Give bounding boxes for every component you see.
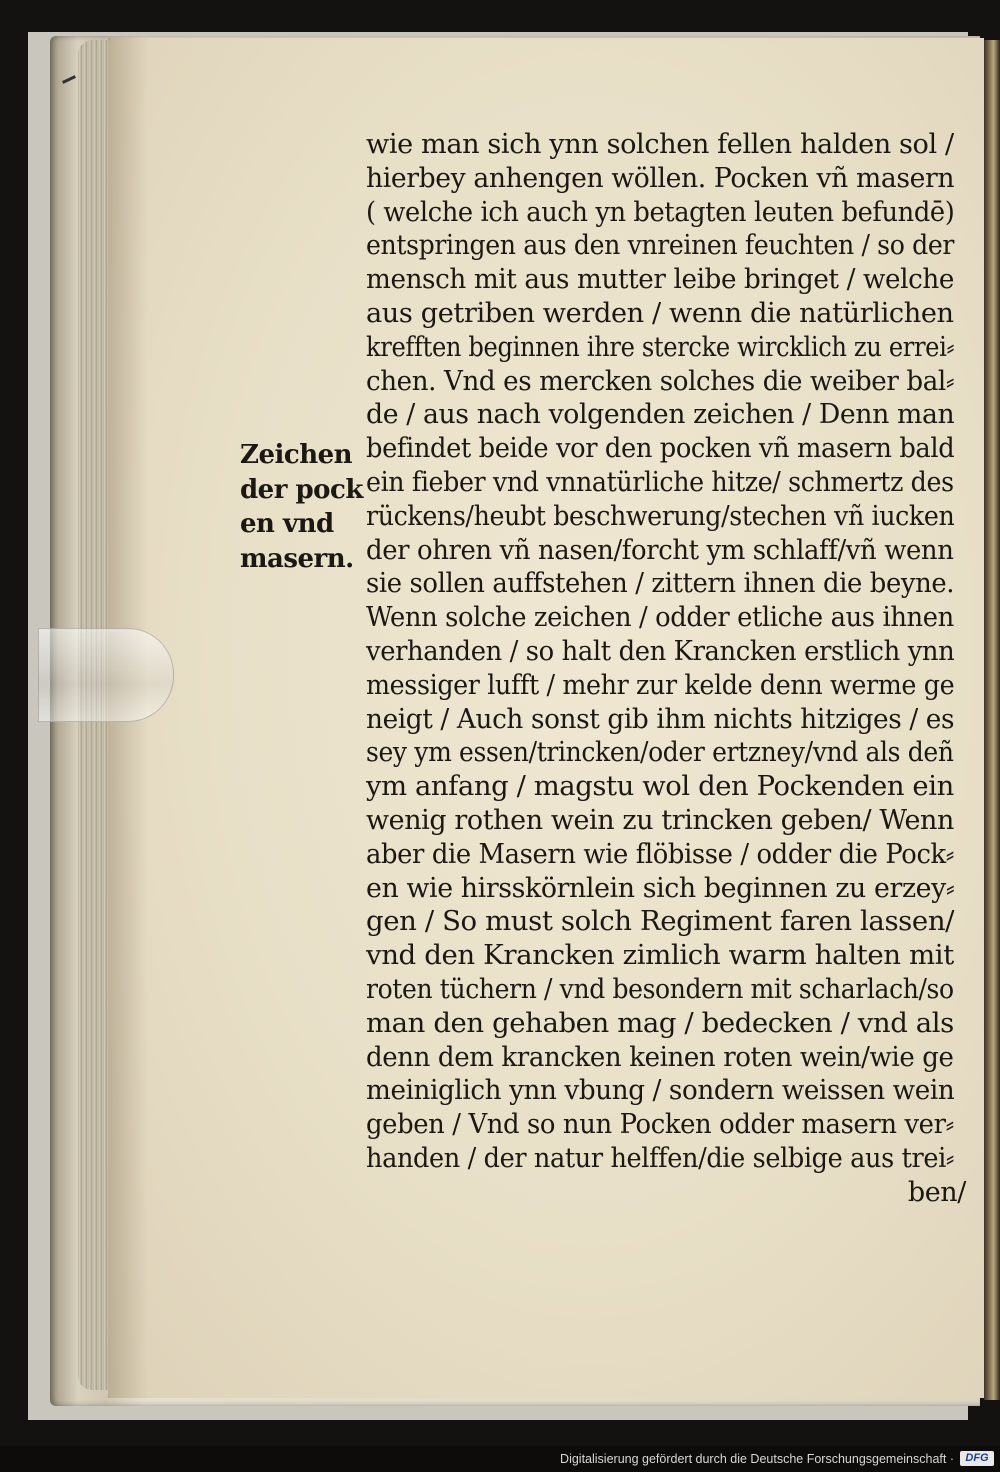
text-line: ym anfang / magstu wol den Pockenden ein [366, 771, 954, 803]
main-text [366, 128, 966, 1210]
text-line: chen. Vnd es mercken solches die weiber bal⸗ [366, 365, 955, 397]
text-line: krefften beginnen ihre stercke wircklich zu errei⸗ [366, 331, 955, 363]
margin-note [240, 438, 370, 576]
text-line: man den gehaben mag / bedecken / vnd als [366, 1007, 954, 1039]
text-line: sie sollen auffstehen / zittern ihnen die beyne. [366, 568, 955, 600]
catchword: ben/ [907, 1176, 966, 1208]
margin-note-line: masern. [240, 543, 354, 574]
text-line: vnd den Krancken zimlich warm halten mit [366, 940, 954, 972]
margin-note-line: en vnd [240, 509, 334, 539]
text-line: ( welche ich auch yn betagten leuten befundē) [366, 196, 955, 228]
text-line: aber die Masern wie flöbisse / odder die Pock⸗ [366, 838, 955, 870]
text-line: rückens/heubt beschwerung/stechen vñ iucken [366, 500, 955, 532]
text-line: der ohren vñ nasen/forcht ym schlaff/vñ wenn [366, 534, 954, 566]
plastic-clip [38, 628, 174, 722]
text-line: wenig rothen wein zu trincken geben/ Wenn [366, 804, 954, 836]
text-line: wie man sich ynn solchen fellen halden sol / [366, 129, 954, 160]
text-line: Wenn solche zeichen / odder etliche aus ihnen [366, 602, 954, 634]
text-line: messiger lufft / mehr zur kelde denn werme ge [366, 669, 955, 701]
text-line: neigt / Auch sonst gib ihm nichts hitziges / es [366, 703, 955, 735]
text-line: geben / Vnd so nun Pocken odder masern ver⸗ [366, 1109, 954, 1141]
page-right-edge [984, 40, 1000, 1400]
margin-note-line: der pock [240, 474, 363, 505]
dfg-logo: DFG [960, 1451, 994, 1466]
text-line: sey ym essen/trincken/oder ertzney/vnd als deñ [366, 737, 954, 769]
text-line: denn dem krancken keinen roten wein/wie ge [366, 1041, 954, 1073]
text-line: befindet beide vor den pocken vñ masern bald [366, 433, 955, 465]
text-line: gen / So must solch Regiment faren lassen/ [366, 906, 955, 938]
text-line: entspringen aus den vnreinen feuchten / so der [366, 230, 955, 262]
text-line: hierbey anhengen wöllen. Pocken vñ masern [366, 162, 955, 194]
text-line: en wie hirsskörnlein sich beginnen zu erzey⸗ [366, 872, 955, 904]
text-line: de / aus nach volgenden zeichen / Denn man [366, 399, 955, 431]
text-line: meiniglich ynn vbung / sondern weissen wein [366, 1075, 955, 1107]
text-line: ein fieber vnd vnnatürliche hitze/ schmertz des [366, 466, 954, 498]
text-line: aus getriben werden / wenn die natürlichen [366, 297, 954, 329]
text-line: handen / der natur helffen/die selbige aus trei⸗ [366, 1142, 955, 1174]
text-line: verhanden / so halt den Krancken erstlich ynn [366, 635, 955, 667]
margin-note-line: Zeichen [240, 440, 353, 470]
text-line: mensch mit aus mutter leibe bringet / welche [366, 264, 954, 296]
footer-bar [0, 1446, 1000, 1472]
footer-credit: Digitalisierung gefördert durch die Deutsche Forschungsgemeinschaft · [560, 1452, 954, 1466]
text-line: roten tüchern / vnd besondern mit scharlach/so [366, 973, 954, 1005]
